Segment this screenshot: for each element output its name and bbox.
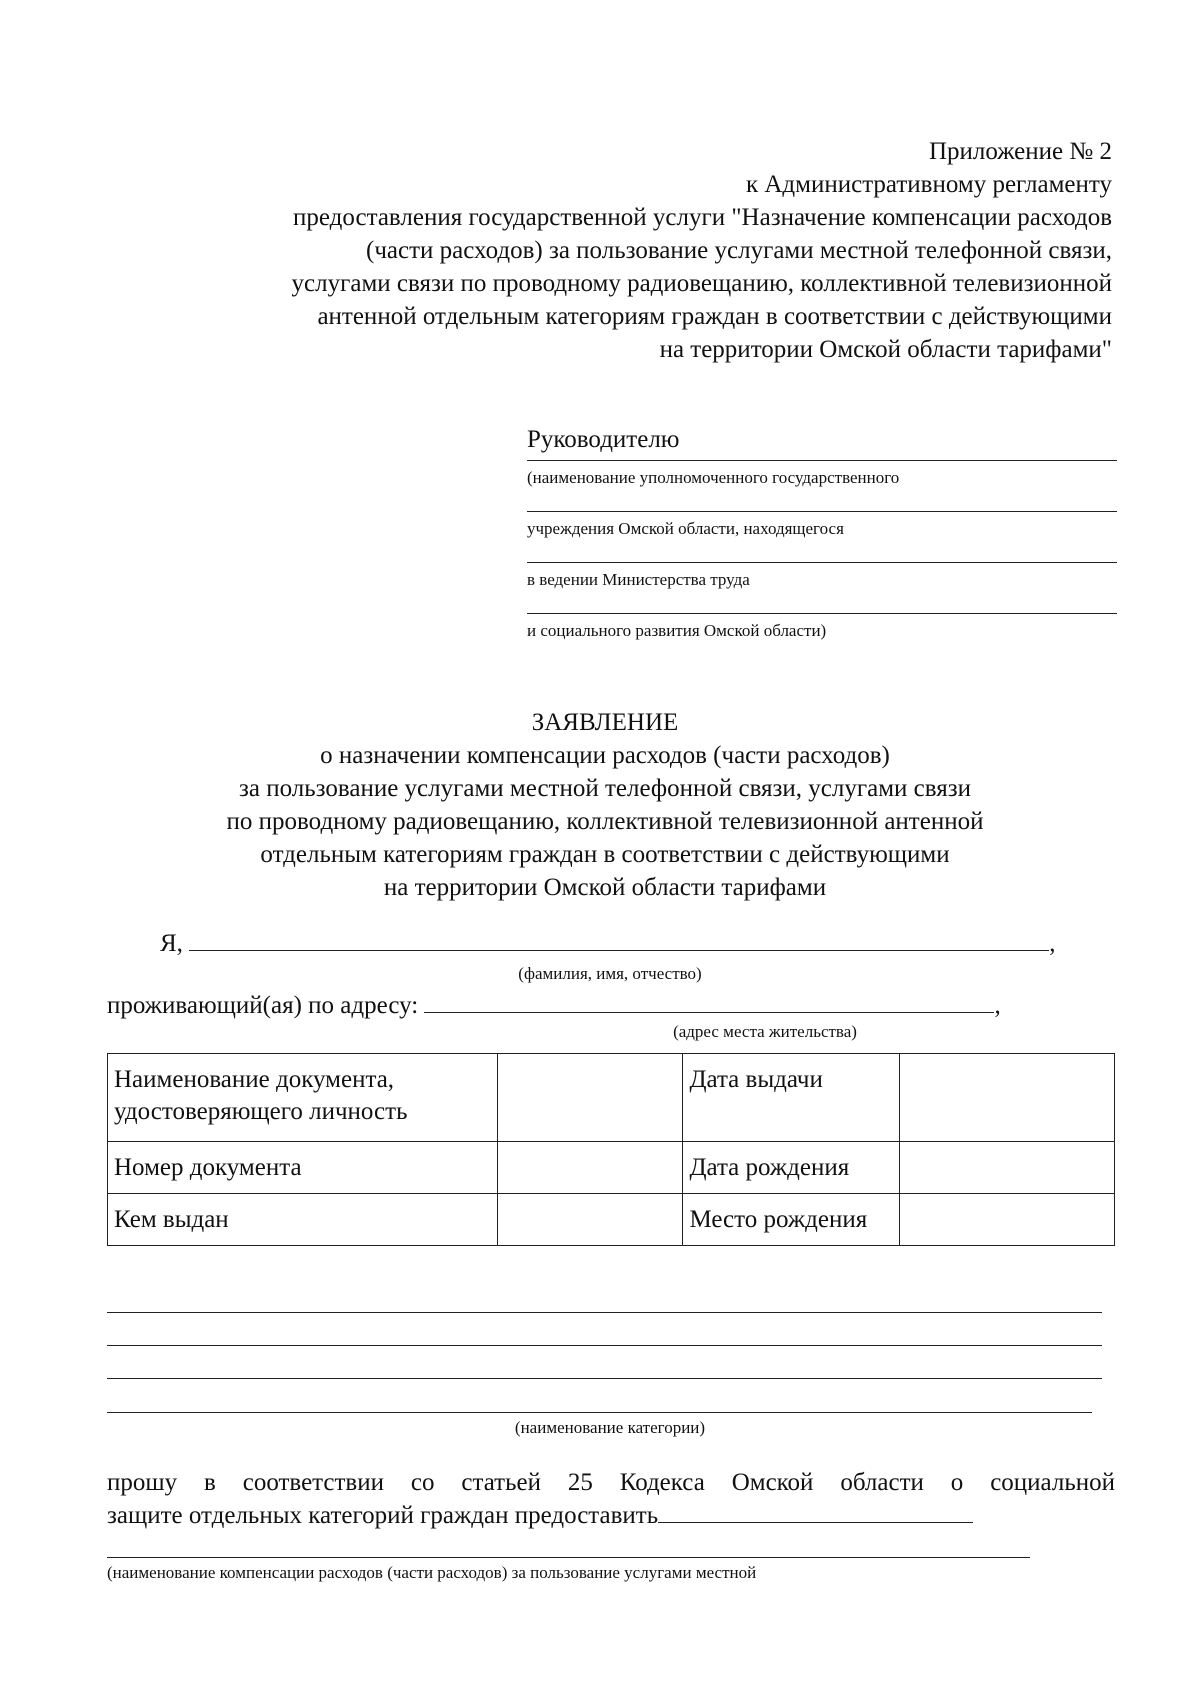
category-line[interactable] <box>107 1412 1092 1413</box>
value-cell[interactable] <box>900 1194 1115 1246</box>
statement-line: по проводному радиовещанию, коллективной телевизионной антенной <box>226 808 984 835</box>
value-cell[interactable] <box>497 1054 683 1142</box>
address-label: проживающий(ая) по адресу: <box>107 992 419 1019</box>
header-line: Приложение № 2 <box>928 138 1112 165</box>
category-line[interactable] <box>107 1312 1102 1313</box>
address-comma: , <box>994 992 1001 1019</box>
appendix-header <box>152 135 1112 366</box>
table-row <box>108 1054 1115 1142</box>
header-line: к Административному регламенту <box>745 171 1112 198</box>
header-line: услугами связи по проводному радиовещанию, коллективной телевизионной <box>291 270 1112 297</box>
fio-hint: (фамилия, имя, отчество) <box>518 964 702 983</box>
addressee-block <box>527 420 1117 664</box>
label-cell: Дата рождения <box>683 1142 900 1194</box>
address-hint: (адрес места жительства) <box>673 1022 857 1041</box>
statement-title <box>120 706 1090 904</box>
header-line: антенной отдельным категориям граждан в соответствии с действующими <box>317 303 1112 330</box>
label-cell: Номер документа <box>108 1142 498 1194</box>
request-paragraph <box>107 1466 1115 1532</box>
header-line: на территории Омской области тарифами" <box>659 336 1112 363</box>
label-cell: Наименование документа, удостоверяющего личность <box>108 1054 498 1142</box>
statement-line: за пользование услугами местной телефонной связи, услугами связи <box>239 775 971 802</box>
request-line-2 <box>107 1499 1115 1532</box>
value-cell[interactable] <box>497 1142 683 1194</box>
statement-line: отдельным категориям граждан в соответствии с действующими <box>260 841 950 868</box>
addressee-line[interactable]: и социального развития Омской области) <box>527 613 1117 664</box>
category-line[interactable] <box>107 1345 1102 1346</box>
header-line: (части расходов) за пользование услугами местной телефонной связи, <box>366 237 1112 264</box>
label-cell: Место рождения <box>683 1194 900 1246</box>
table-row <box>108 1194 1115 1246</box>
i-label: Я, <box>160 930 183 957</box>
category-line[interactable] <box>107 1378 1102 1379</box>
table-row <box>108 1142 1115 1194</box>
statement-heading: ЗАЯВЛЕНИЕ <box>531 709 679 736</box>
fio-comma: , <box>1049 930 1056 957</box>
statement-line: на территории Омской области тарифами <box>383 874 827 901</box>
category-hint: (наименование категории) <box>514 1418 706 1437</box>
label-cell: Кем выдан <box>108 1194 498 1246</box>
addressee-line[interactable]: (наименование уполномоченного государственного <box>527 460 1117 511</box>
addressee-title: Руководителю <box>527 426 680 453</box>
fio-field[interactable] <box>189 928 1049 951</box>
value-cell[interactable] <box>497 1194 683 1246</box>
value-cell[interactable] <box>900 1054 1115 1142</box>
request-line: защите отдельных категорий граждан предоставить <box>107 1502 659 1529</box>
statement-line: о назначении компенсации расходов (части расходов) <box>320 742 890 769</box>
addressee-line[interactable]: учреждения Омской области, находящегося <box>527 511 1117 562</box>
compensation-line[interactable] <box>107 1557 1030 1558</box>
label-cell: Дата выдачи <box>683 1054 900 1142</box>
compensation-hint: (наименование компенсации расходов (части расходов) за пользование услугами местной <box>107 1563 757 1582</box>
header-line: предоставления государственной услуги "Назначение компенсации расходов <box>293 204 1112 231</box>
addressee-line[interactable]: в ведении Министерства труда <box>527 562 1117 613</box>
request-line: прошу в соответствии со статьей 25 Кодекса Омской области о социальной <box>107 1469 1115 1496</box>
value-cell[interactable] <box>900 1142 1115 1194</box>
identity-document-table <box>107 1053 1115 1246</box>
applicant-name-row <box>160 928 1055 958</box>
compensation-field[interactable] <box>658 1500 973 1523</box>
applicant-address-row <box>107 990 1001 1020</box>
address-field[interactable] <box>424 990 994 1013</box>
